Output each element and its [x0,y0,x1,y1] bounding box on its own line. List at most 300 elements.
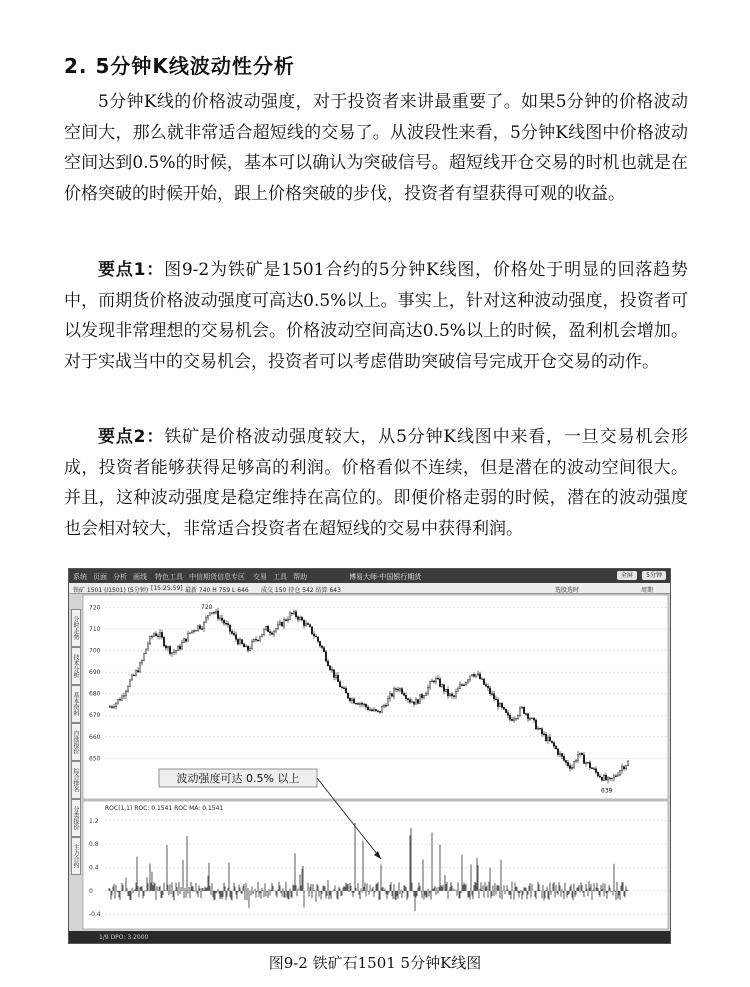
candle-body [149,637,150,644]
price-summary: 最新 740 H 759 L 646 [185,587,249,594]
section-heading: 2. 5分钟K线波动性分析 [64,54,295,78]
candle-body [233,633,234,634]
side-tab[interactable]: 综合排名 [71,761,81,799]
candle-body [179,646,180,649]
candle-body [145,649,146,654]
side-tab[interactable]: 分类报价 [71,799,81,837]
candle-body [527,714,528,719]
candle-body [235,635,236,639]
candle-body [371,710,372,711]
candle-body [195,630,196,631]
menu-item[interactable]: 工具 [273,573,287,581]
candle-body [237,639,238,644]
candle-body [305,623,306,625]
menu-item[interactable]: 页面 [93,573,107,581]
candle-body [277,625,278,629]
candle-body [419,695,420,704]
candle-body [395,689,396,690]
candle-body [185,639,186,641]
candle-body [575,761,576,762]
roc-tick-label: 0.4 [89,864,99,872]
candle-body [343,688,344,689]
candle-body [219,618,220,619]
candle-body [147,644,148,649]
candle-body [393,689,394,696]
candle-body [333,670,334,678]
candle-body [503,707,504,709]
candle-body [619,770,620,774]
candle-body [251,641,252,648]
candle-body [369,710,370,711]
candle-body [137,671,138,672]
figure-caption: 图9-2 铁矿石1501 5分钟K线图 [268,954,482,972]
menu-item[interactable]: 中信期货信息专区 [189,573,245,581]
candle-body [271,633,272,634]
candle-body [201,629,202,630]
candle-body [449,694,450,696]
candle-body [297,617,298,620]
candle-body [509,715,510,719]
candle-body [291,613,292,614]
candle-body [153,634,154,636]
candle-body [211,612,212,613]
candle-body [367,707,368,710]
candle-body [597,772,598,776]
candle-body [331,670,332,671]
candle-body [583,755,584,764]
candle-body [429,682,430,687]
candle-body [261,634,262,637]
candle-body [457,689,458,692]
candle-body [167,647,168,648]
candle-body [385,705,386,706]
candle-body [295,612,296,617]
candle-body [177,646,178,650]
candle-body [205,617,206,622]
candle-body [231,631,232,633]
candle-body [263,629,264,634]
candle-body [325,652,326,661]
candle-body [525,714,526,715]
candle-body [355,703,356,704]
candle-body [577,754,578,760]
candle-body [259,637,260,640]
candle-body [139,663,140,672]
candle-body [115,703,116,707]
candle-body [207,615,208,617]
candle-body [353,699,354,703]
candle-body [623,767,624,769]
candle-body [461,685,462,686]
candle-body [515,718,516,719]
candle-body [349,698,350,701]
candle-body [549,737,550,741]
candle-body [313,634,314,636]
candle-body [523,707,524,713]
candle-body [561,754,562,757]
candle-body [599,776,600,777]
time-label: [15:25:59] [151,585,183,592]
candle-body [517,715,518,718]
price-tick-label: 660 [89,733,101,741]
candle-body [539,728,540,729]
candle-body [363,704,364,705]
candle-body [409,700,410,702]
candle-body [203,622,204,629]
candle-body [357,704,358,705]
candle-body [589,763,590,768]
candle-body [585,762,586,763]
price-panel [83,595,668,799]
candle-body [361,703,362,704]
candle-body [413,702,414,705]
side-tab[interactable]: 自选报价 [71,723,81,761]
candle-body [311,627,312,634]
candle-body [243,644,244,647]
candle-body [365,704,366,707]
kline-figure [68,568,671,944]
candle-body [299,617,300,619]
period-button[interactable]: 5分钟 [642,571,666,580]
candle-body [463,685,464,686]
side-tab[interactable]: 基本资料 [71,685,81,723]
candle-body [615,776,616,777]
candle-body [287,619,288,620]
candle-body [335,675,336,677]
candle-body [567,762,568,765]
paragraph-point-2 [64,422,688,544]
candle-body [307,623,308,624]
candle-body [143,654,144,661]
candle-body [495,699,496,700]
candle-body [191,631,192,633]
candle-body [453,696,454,697]
candle-body [347,693,348,698]
candle-body [131,675,132,680]
candle-body [387,698,388,705]
volume-summary: 成交 150 持仓 542 结算 643 [261,587,341,594]
candle-body [617,775,618,776]
candle-body [309,625,310,627]
candle-body [111,707,112,708]
menu-item[interactable]: 特色工具 [155,573,183,581]
candle-body [473,674,474,676]
candle-body [161,632,162,637]
candle-body [557,749,558,755]
candle-body [435,678,436,682]
candle-body [545,734,546,741]
candle-body [373,710,374,711]
candle-body [391,694,392,696]
indicator-legend: ROC(1,1) ROC: 0.1541 ROC MA: 0.1541 [105,805,224,812]
candle-body [497,700,498,707]
candle-body [431,681,432,682]
price-tick-label: 700 [89,647,101,655]
candle-body [281,622,282,626]
candle-body [551,741,552,743]
candle-body [293,612,294,614]
candle-body [573,762,574,768]
candle-body [315,636,316,637]
candle-body [499,703,500,706]
candle-body [415,700,416,705]
candle-body [487,686,488,688]
candle-body [221,618,222,620]
candle-body [507,713,508,715]
point-1-text: 图9-2为铁矿是1501合约的5分钟K线图，价格处于明显的回落趋势中，而期货价格波动强度可高达0.5%以上。事实上，针对这种波动强度，投资者可以发现非常理想的交易机会。价格波动空间高达0.5%以上的时候，盈利机会增加。对于实战当中的交易机会，投资者可以考虑借助突破信号完成开仓交易的动作。 [64,260,688,372]
candle-body [493,694,494,699]
candle-body [483,679,484,685]
status-bar [69,931,670,943]
candle-body [345,688,346,693]
menu-item[interactable]: 帮助 [293,573,307,581]
price-tick-label: 720 [89,604,101,612]
candle-body [603,775,604,780]
candle-body [109,707,110,708]
candle-body [129,680,130,687]
candle-body [317,637,318,641]
candle-body [553,743,554,747]
candle-body [187,633,188,641]
candle-body [197,626,198,631]
candle-body [283,620,284,626]
side-tab[interactable]: 技术分析 [71,647,81,685]
annotation-text: 波动强度可达 0.5% 以上 [176,772,300,785]
paragraph-intro: 5分钟K线的价格波动强度，对于投资者来讲最重要了。如果5分钟的价格波动空间大，那么就非常适合超短线的交易了。从波段性来看，5分钟K线图中价格波动空间达到0.5%的时候，基本可以确认为突破信号。超短线开仓交易的时机也就是在价格突破的时候开始，跟上价格突破的步伐，投资者有望获得可观的收益。 [64,92,688,204]
candle-body [441,685,442,687]
candle-body [401,689,402,694]
candle-body [123,696,124,697]
candle-body [531,718,532,719]
point-1-label: 要点1： [98,260,165,280]
candle-body [113,707,114,708]
candle-body [265,626,266,629]
roc-tick-label: 0.8 [89,841,99,849]
candle-body [521,707,522,708]
candle-body [481,679,482,680]
candle-body [121,696,122,700]
candle-body [501,703,502,707]
candle-body [445,689,446,691]
candle-body [569,766,570,769]
point-2-label: 要点2： [98,427,165,447]
candle-body [257,640,258,641]
price-tick-label: 690 [89,669,101,677]
roc-tick-label: 1.2 [89,817,99,825]
candle-body [119,699,120,700]
price-tick-label: 680 [89,690,101,698]
window-title: 博易大师·中国银行期货 [349,573,422,581]
candle-body [189,633,190,634]
candle-body [397,689,398,690]
candle-body [451,694,452,696]
candle-body [245,646,246,647]
price-tick-label: 710 [89,626,101,634]
candle-body [613,776,614,778]
candle-body [173,652,174,653]
candle-body [209,613,210,615]
candle-body [411,702,412,703]
candle-body [471,674,472,676]
candle-body [155,634,156,636]
candle-body [417,700,418,704]
candle-body [455,692,456,697]
candle-body [609,778,610,779]
candle-body [125,691,126,696]
candle-body [255,639,256,640]
candle-body [427,687,428,693]
candle-body [381,707,382,713]
candle-body [467,680,468,682]
candle-body [389,694,390,699]
candle-body [171,653,172,654]
candle-body [359,703,360,704]
candle-body [249,649,250,651]
candle-body [301,617,302,620]
candle-body [127,687,128,692]
candle-body [479,674,480,679]
fullscreen-button[interactable]: 全屏 [617,571,637,580]
candle-body [133,675,134,676]
candle-body [605,775,606,780]
candle-body [555,746,556,749]
candle-body [519,708,520,715]
candle-body [587,762,588,763]
menu-item[interactable]: 系统 [73,573,87,581]
candle-body [447,689,448,695]
chart-canvas [69,569,670,943]
candle-body [157,636,158,637]
panel-right-label[interactable]: 周期 [641,587,654,594]
candle-body [239,640,240,644]
candle-body [199,626,200,629]
candle-body [591,768,592,769]
candle-body [529,719,530,720]
candle-body [181,643,182,649]
candle-body [321,646,322,648]
candle-body [327,661,328,666]
side-tab[interactable]: 主力合约 [71,837,81,875]
candle-body [405,695,406,698]
candle-body [485,685,486,687]
candle-body [225,623,226,624]
candle-body [565,760,566,762]
candle-body [425,693,426,696]
candle-body [535,720,536,729]
candle-body [563,756,564,760]
status-text: 1/9 DPO: 3.2000 [99,934,149,941]
candle-body [465,682,466,685]
candle-body [341,687,342,688]
candle-body [169,647,170,654]
candle-body [375,710,376,711]
menu-item[interactable]: 交易 [253,573,267,581]
candle-body [323,648,324,652]
candle-body [621,767,622,771]
candle-body [443,685,444,692]
candle-body [559,754,560,755]
candle-body [229,625,230,632]
candle-body [625,766,626,769]
candle-body [117,699,118,703]
candle-body [469,676,470,680]
roc-tick-label: -0.4 [89,911,101,919]
candle-body [607,778,608,780]
menu-item[interactable]: 画线 [133,573,147,581]
candle-body [513,719,514,721]
candle-body [303,620,304,625]
candle-body [223,620,224,623]
candle-body [215,611,216,613]
candle-body [247,646,248,650]
candle-body [421,695,422,698]
candle-body [193,631,194,632]
candle-body [275,629,276,631]
candle-body [399,689,400,691]
panel-label[interactable]: 选股选时 [555,587,580,594]
candle-body [433,681,434,682]
candle-body [601,777,602,780]
candle-body [439,679,440,687]
candle-body [213,612,214,613]
candle-body [159,632,160,636]
candle-body [627,762,628,766]
candle-body [571,767,572,768]
candle-body [377,711,378,712]
price-tick-label: 650 [89,755,101,763]
side-tab[interactable]: 分时走势 [71,609,81,647]
candle-body [279,622,280,624]
candle-body [459,685,460,689]
menu-item[interactable]: 分析 [113,573,127,581]
candle-body [141,660,142,663]
candle-body [537,728,538,729]
candle-body [579,753,580,754]
candle-body [477,674,478,675]
candle-body [379,711,380,712]
candle-body [151,636,152,637]
candle-body [165,646,166,648]
candle-body [183,639,184,643]
candle-body [489,688,490,694]
candle-body [543,734,544,735]
candle-body [423,696,424,698]
candle-body [475,675,476,676]
high-marker-label: 720 [201,603,213,611]
candle-body [253,639,254,641]
candle-body [595,769,596,773]
candle-body [217,611,218,618]
candle-body [267,626,268,631]
candle-body [611,778,612,779]
candle-body [289,613,290,619]
candle-body [337,675,338,681]
contract-label: 铁矿 1501 (I1501) (5分钟) [73,587,149,594]
candle-body [241,640,242,644]
point-2-text: 铁矿是价格波动强度较大，从5分钟K线图中来看，一旦交易机会形成，投资者能够获得足够高的利润。价格看似不连续，但是潜在的波动空间很大。并且，这种波动强度是稳定维持在高位的。即便价格走弱的时候，潜在的波动强度也会相对较大，非常适合投资者在超短线的交易中获得利润。 [64,427,688,539]
candle-body [227,623,228,624]
candle-body [533,718,534,720]
candle-body [541,729,542,734]
candle-body [403,693,404,695]
candle-body [163,637,164,645]
candle-body [273,631,274,634]
candle-body [593,769,594,770]
low-marker-label: 639 [601,787,613,795]
candle-body [581,753,582,755]
candle-body [505,709,506,713]
price-tick-label: 670 [89,712,101,720]
